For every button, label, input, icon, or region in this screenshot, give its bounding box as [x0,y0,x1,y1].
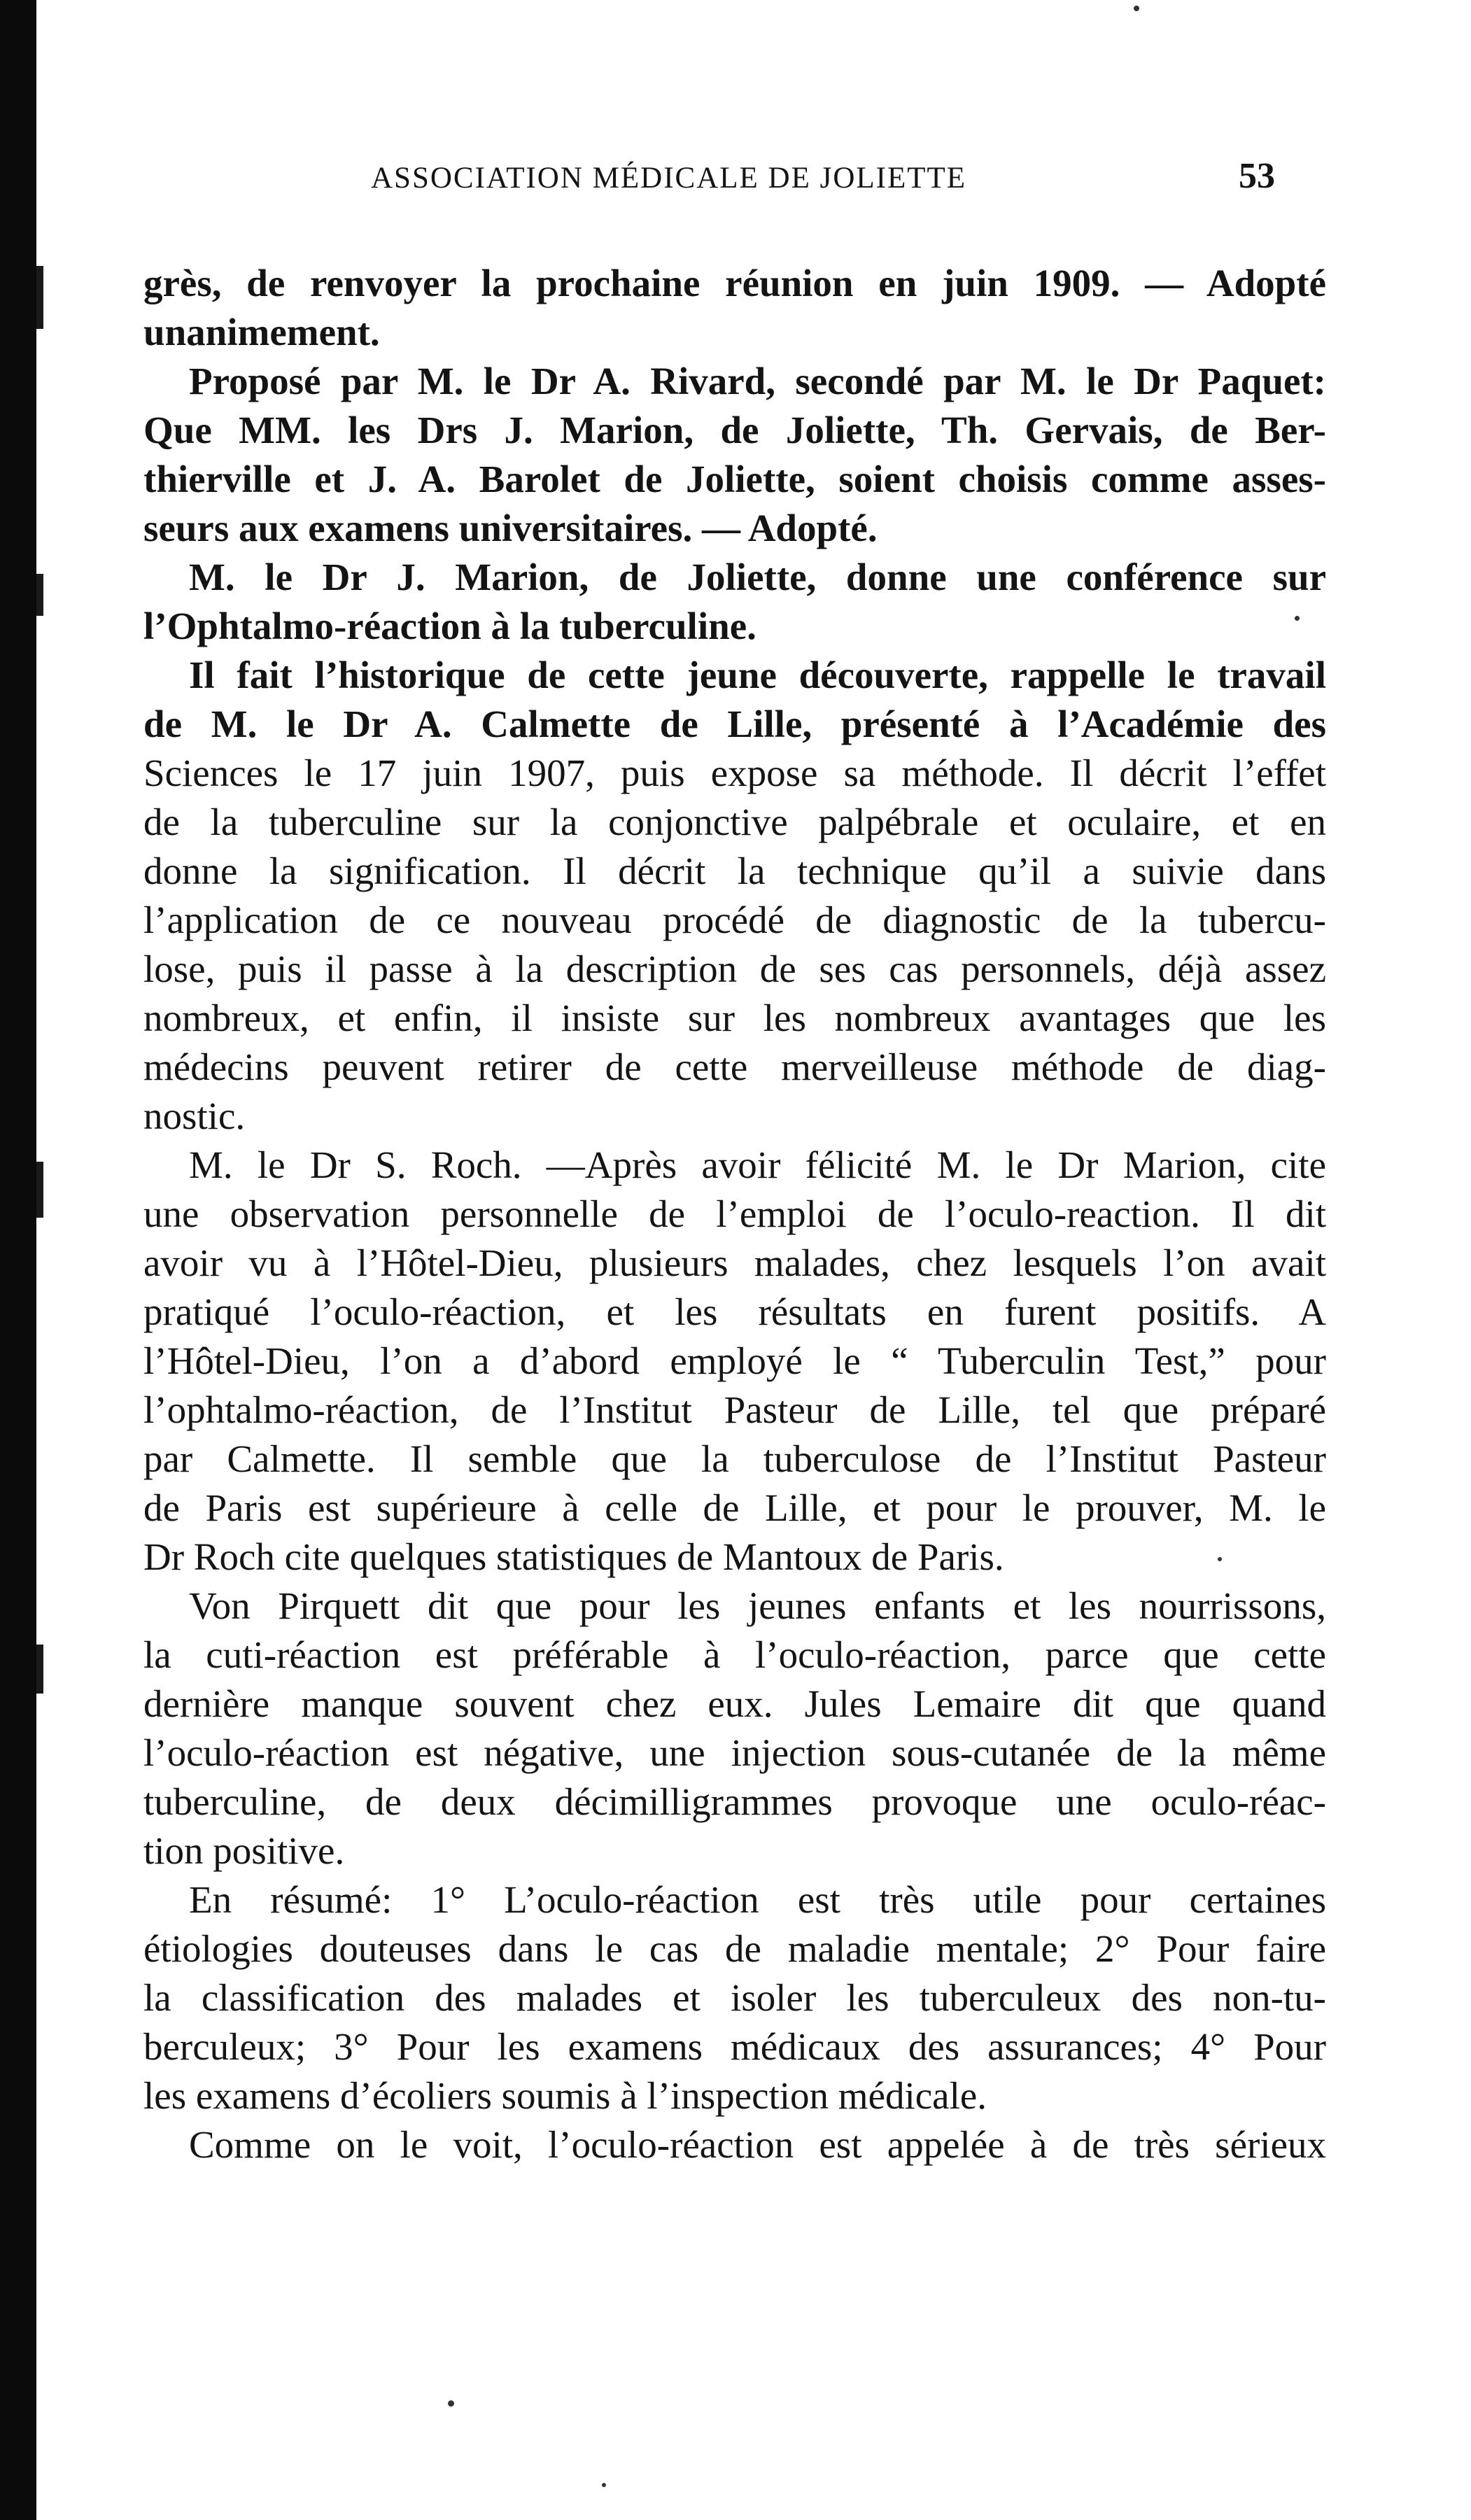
text-line: la classification des malades et isoler les tuberculeux des non-tu- [143,1976,1326,2019]
binding-mark [36,574,43,616]
text-line: M. le Dr J. Marion, de Joliette, donne une conférence sur [189,556,1326,598]
text-line: Il fait l’historique de cette jeune découverte, rappelle le travail [189,654,1326,696]
text-line: Dr Roch cite quelques statistiques de Mantoux de Paris. [143,1535,1004,1578]
text-line: berculeux; 3° Pour les examens médicaux des assurances; 4° Pour [143,2025,1326,2068]
scan-speck [1295,616,1300,621]
page-binding-edge [0,0,36,2520]
text-line: Que MM. les Drs J. Marion, de Joliette, Th. Gervais, de Ber- [143,409,1326,451]
text-line: Proposé par M. le Dr A. Rivard, secondé par M. le Dr Paquet: [189,360,1326,402]
text-line: lose, puis il passe à la description de ses cas personnels, déjà assez [143,948,1326,990]
page-number: 53 [1239,156,1275,196]
text-line: de la tuberculine sur la conjonctive palpébrale et oculaire, et en [143,801,1326,843]
text-line: M. le Dr S. Roch. —Après avoir félicité M. le Dr Marion, cite [189,1143,1326,1186]
text-line: pratiqué l’oculo-réaction, et les résultats en furent positifs. A [143,1290,1326,1333]
text-line: unanimement. [143,311,380,353]
text-line: nostic. [143,1094,246,1137]
text-line: l’Ophtalmo-réaction à la tuberculine. [143,605,756,647]
binding-mark [36,1645,43,1694]
text-line: l’ophtalmo-réaction, de l’Institut Pasteur de Lille, tel que préparé [143,1388,1326,1431]
text-line: Sciences le 17 juin 1907, puis expose sa méthode. Il décrit l’effet [143,752,1326,794]
text-line: l’application de ce nouveau procédé de diagnostic de la tubercu- [143,899,1326,941]
text-line: grès, de renvoyer la prochaine réunion en juin 1909. — Adopté [143,262,1326,304]
text-line: l’oculo-réaction est négative, une injection sous-cutanée de la même [143,1731,1326,1774]
text-line: de M. le Dr A. Calmette de Lille, présenté à l’Académie des [143,703,1326,745]
scan-speck [602,2483,606,2487]
binding-mark [36,1162,43,1218]
text-line: Comme on le voit, l’oculo-réaction est appelée à de très sérieux [189,2123,1326,2166]
text-line: tuberculine, de deux décimilligrammes provoque une oculo-réac- [143,1780,1326,1823]
text-line: l’Hôtel-Dieu, l’on a d’abord employé le “ Tuberculin Test,” pour [143,1339,1326,1382]
text-line: dernière manque souvent chez eux. Jules Lemaire dit que quand [143,1682,1326,1725]
scan-speck [1134,6,1139,11]
text-line: En résumé: 1° L’oculo-réaction est très utile pour certaines [189,1878,1326,1921]
text-line: Von Pirquett dit que pour les jeunes enfants et les nourrissons, [189,1584,1326,1627]
running-head: ASSOCIATION MÉDICALE DE JOLIETTE [371,162,967,195]
text-line: médecins peuvent retirer de cette merveilleuse méthode de diag- [143,1046,1326,1088]
text-line: donne la signification. Il décrit la technique qu’il a suivie dans [143,850,1326,892]
scan-speck [448,2400,454,2407]
binding-mark [36,266,43,329]
text-line: les examens d’écoliers soumis à l’inspection médicale. [143,2074,987,2117]
text-line: tion positive. [143,1829,345,1872]
scan-speck [1218,1557,1222,1561]
text-line: étiologies douteuses dans le cas de maladie mentale; 2° Pour faire [143,1927,1326,1970]
text-line: seurs aux examens universitaires. — Adopté. [143,507,878,549]
text-line: une observation personnelle de l’emploi de l’oculo-reaction. Il dit [143,1192,1326,1235]
text-line: la cuti-réaction est préférable à l’oculo-réaction, parce que cette [143,1633,1326,1676]
text-line: thierville et J. A. Barolet de Joliette, soient choisis comme asses- [143,458,1326,500]
text-line: avoir vu à l’Hôtel-Dieu, plusieurs malades, chez lesquels l’on avait [143,1241,1326,1284]
text-line: nombreux, et enfin, il insiste sur les nombreux avantages que les [143,997,1326,1039]
text-line: par Calmette. Il semble que la tuberculose de l’Institut Pasteur [143,1437,1326,1480]
text-line: de Paris est supérieure à celle de Lille, et pour le prouver, M. le [143,1486,1326,1529]
